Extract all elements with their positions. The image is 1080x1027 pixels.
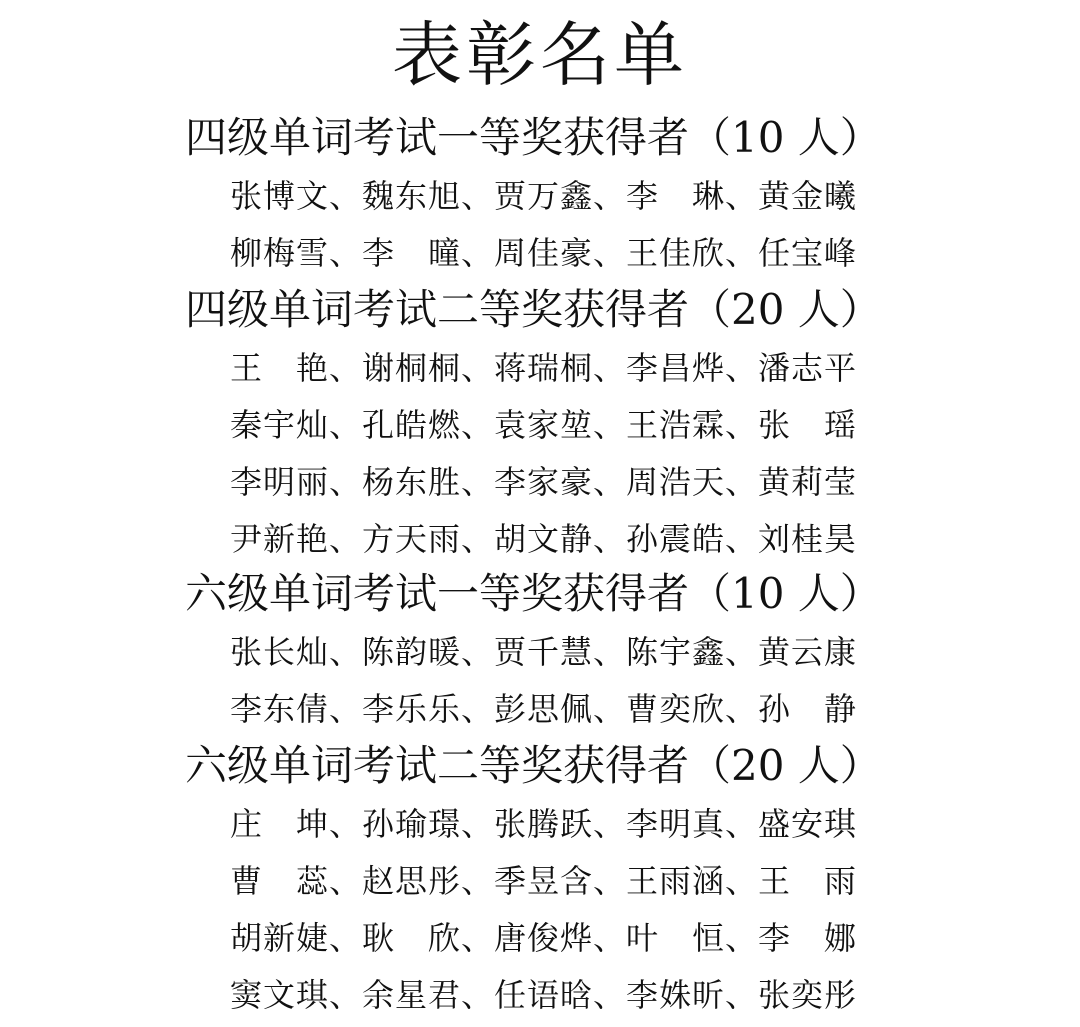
section-heading: 六级单词考试二等奖获得者（20 人） bbox=[185, 741, 882, 790]
name-row: 曹 蕊、赵思彤、季昱含、王雨涵、王 雨 bbox=[230, 862, 858, 900]
name-row: 张博文、魏东旭、贾万鑫、李 琳、黄金曦 bbox=[230, 177, 858, 215]
name-row: 王 艳、谢桐桐、蒋瑞桐、李昌烨、潘志平 bbox=[230, 349, 858, 387]
name-row: 庄 坤、孙瑜璟、张腾跃、李明真、盛安琪 bbox=[230, 805, 858, 843]
page-title: 表彰名单 bbox=[392, 14, 688, 96]
name-row: 秦宇灿、孔皓燃、袁家堃、王浩霖、张 瑶 bbox=[230, 406, 858, 444]
name-row: 李东倩、李乐乐、彭思佩、曹奕欣、孙 静 bbox=[230, 690, 858, 728]
name-row: 尹新艳、方天雨、胡文静、孙震皓、刘桂昊 bbox=[230, 520, 858, 558]
name-row: 窦文琪、余星君、任语晗、李姝昕、张奕彤 bbox=[230, 976, 858, 1014]
section-heading: 四级单词考试一等奖获得者（10 人） bbox=[185, 113, 882, 162]
section-heading: 六级单词考试一等奖获得者（10 人） bbox=[185, 569, 882, 618]
name-row: 胡新婕、耿 欣、唐俊烨、叶 恒、李 娜 bbox=[230, 919, 858, 957]
name-row: 李明丽、杨东胜、李家豪、周浩天、黄莉莹 bbox=[230, 463, 858, 501]
name-row: 张长灿、陈韵暖、贾千慧、陈宇鑫、黄云康 bbox=[230, 633, 858, 671]
section-heading: 四级单词考试二等奖获得者（20 人） bbox=[185, 285, 882, 334]
name-row: 柳梅雪、李 曈、周佳豪、王佳欣、任宝峰 bbox=[230, 234, 858, 272]
